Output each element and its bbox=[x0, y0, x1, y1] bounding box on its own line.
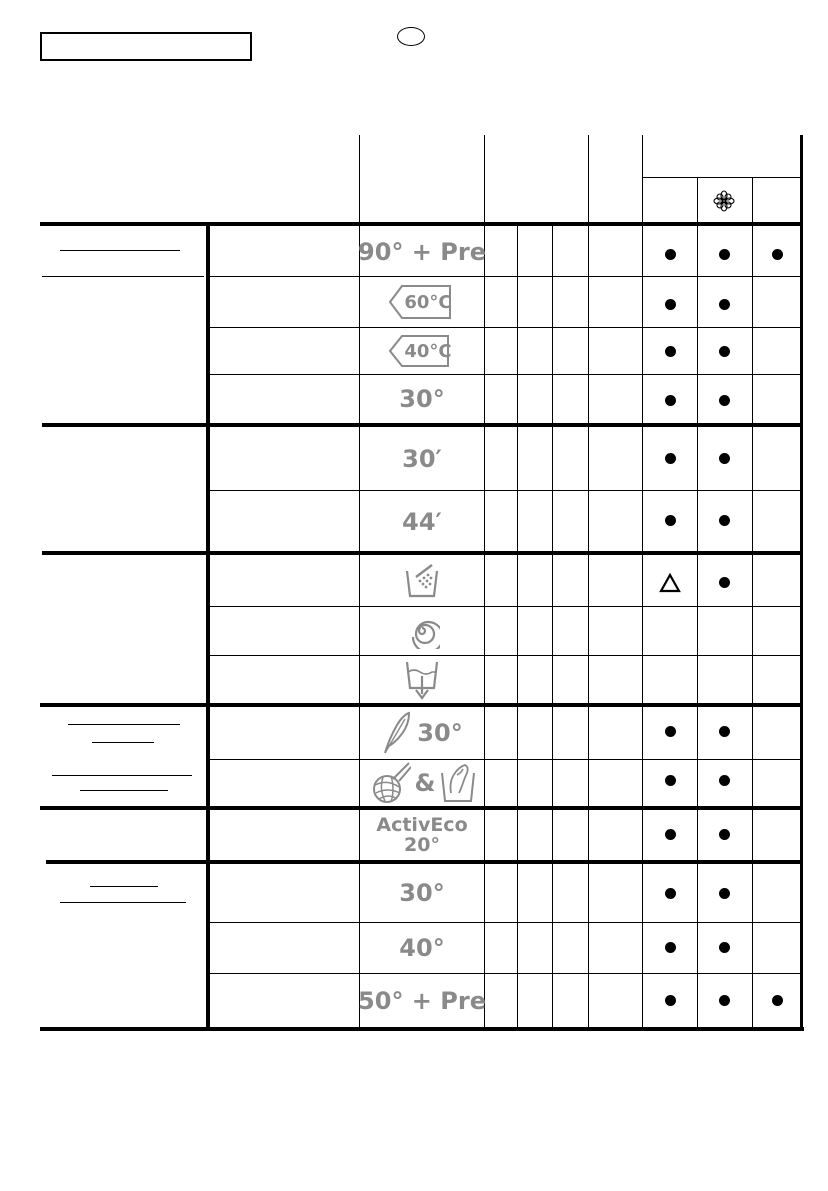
wool-ball-icon bbox=[369, 761, 411, 805]
column-line bbox=[517, 224, 518, 1029]
column-line bbox=[588, 135, 589, 1029]
column-line bbox=[800, 135, 803, 1031]
detergent-dot bbox=[665, 726, 676, 737]
group-label-underline bbox=[60, 250, 180, 251]
row-line bbox=[42, 276, 204, 277]
program-label: 30′ bbox=[402, 444, 442, 473]
detergent-dot bbox=[719, 888, 730, 899]
detergent-dot bbox=[665, 299, 676, 310]
table-divider bbox=[40, 222, 802, 226]
program-label: 30° bbox=[399, 879, 445, 907]
detergent-dot bbox=[719, 299, 730, 310]
row-line bbox=[208, 759, 802, 760]
row-line bbox=[208, 327, 802, 328]
row-line bbox=[208, 922, 802, 923]
detergent-dot bbox=[665, 346, 676, 357]
drain-icon bbox=[402, 658, 442, 702]
program-wool: & bbox=[360, 760, 484, 806]
column-line bbox=[484, 135, 485, 1029]
row-line bbox=[208, 973, 802, 974]
column-line bbox=[206, 224, 210, 1029]
program-drain bbox=[360, 656, 484, 703]
program-rinse bbox=[360, 555, 484, 606]
detergent-dot bbox=[665, 249, 676, 260]
detergent-dot bbox=[719, 577, 730, 588]
detergent-dot bbox=[772, 995, 783, 1006]
detergent-dot bbox=[719, 942, 730, 953]
language-badge bbox=[397, 27, 425, 46]
detergent-dot bbox=[719, 453, 730, 464]
detergent-dot bbox=[719, 249, 730, 260]
detergent-dot bbox=[665, 453, 676, 464]
group-label-underline bbox=[90, 886, 158, 887]
detergent-dot bbox=[719, 829, 730, 840]
program-label: 44′ bbox=[402, 508, 442, 536]
spin-icon bbox=[404, 613, 440, 649]
detergent-dot bbox=[665, 395, 676, 406]
detergent-dot bbox=[719, 395, 730, 406]
flower-softener-icon bbox=[713, 190, 735, 212]
column-line bbox=[752, 177, 753, 1029]
row-line bbox=[208, 490, 802, 491]
row-line bbox=[208, 276, 802, 277]
row-line bbox=[208, 655, 802, 656]
detergent-dot bbox=[665, 829, 676, 840]
feather-icon bbox=[381, 711, 411, 755]
program-spin bbox=[360, 607, 484, 655]
program-label: 30° bbox=[399, 385, 445, 413]
handwash-icon bbox=[439, 763, 475, 803]
row-line bbox=[208, 606, 802, 607]
group-label-underline bbox=[52, 775, 192, 776]
detergent-dot bbox=[719, 346, 730, 357]
program-activeco: ActivEco 20° bbox=[376, 814, 468, 856]
program-label: 50° + Pre bbox=[358, 987, 486, 1015]
detergent-dot bbox=[719, 515, 730, 526]
title-box bbox=[40, 32, 252, 61]
group-label-underline bbox=[92, 742, 154, 743]
detergent-dot bbox=[665, 888, 676, 899]
program-delicates: 30° bbox=[360, 707, 484, 759]
program-label: 40° bbox=[399, 934, 445, 962]
detergent-dot bbox=[665, 775, 676, 786]
group-label-underline bbox=[60, 902, 186, 903]
column-line bbox=[697, 177, 698, 1029]
detergent-dot bbox=[719, 775, 730, 786]
group-label-underline bbox=[68, 724, 180, 725]
shower-rinse-icon bbox=[402, 561, 442, 601]
row-line bbox=[642, 177, 802, 178]
detergent-dot bbox=[665, 942, 676, 953]
detergent-dot bbox=[719, 726, 730, 737]
program-tag-60: 60°C bbox=[360, 278, 484, 326]
detergent-dot bbox=[665, 515, 676, 526]
program-label: 90° + Pre bbox=[358, 238, 486, 266]
column-line bbox=[642, 135, 643, 1029]
detergent-dot bbox=[719, 995, 730, 1006]
program-tag-40: 40°C bbox=[360, 328, 484, 374]
group-label-underline bbox=[80, 790, 168, 791]
detergent-dot bbox=[665, 995, 676, 1006]
column-line bbox=[552, 224, 553, 1029]
detergent-dot bbox=[772, 249, 783, 260]
row-line bbox=[208, 374, 802, 375]
detergent-triangle-icon bbox=[659, 573, 681, 593]
